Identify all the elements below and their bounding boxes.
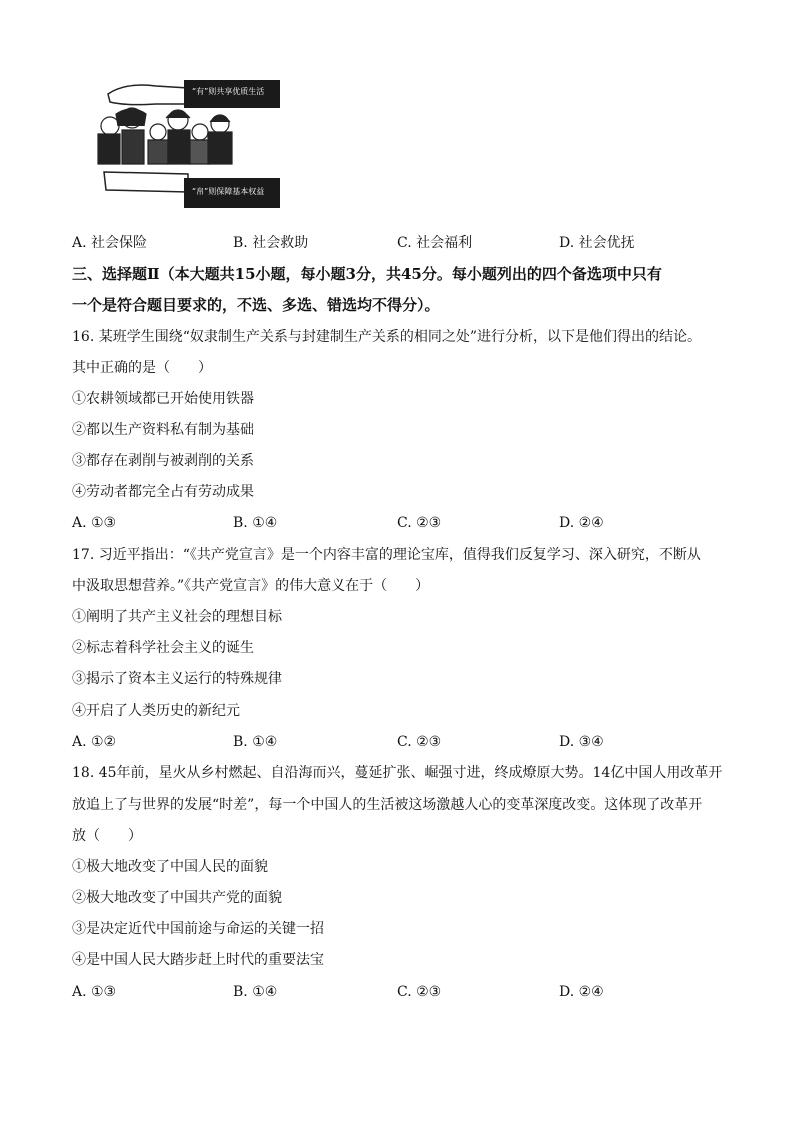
q16-statement-2: ②都以生产资料私有制为基础: [72, 422, 254, 438]
q17-statement-1: ①阐明了共产主义社会的理想目标: [72, 609, 282, 625]
q18-stem-line2: 放追上了与世界的发展“时差”，每一个中国人的生活被这场激越人心的变革深度改变。这体现了改革开: [72, 797, 703, 813]
q17-statement-2: ②标志着科学社会主义的诞生: [72, 640, 254, 656]
q18-statement-2: ②极大地改变了中国共产党的面貌: [72, 890, 282, 906]
q18-option-b[interactable]: B. ①④: [233, 984, 278, 1000]
q17-option-b[interactable]: B. ①④: [233, 734, 278, 750]
q16-options: [72, 514, 712, 532]
q15-option-b[interactable]: B. 社会救助: [233, 235, 309, 251]
q16-statement-4: ④劳动者都完全占有劳动成果: [72, 484, 254, 500]
q18-stem-line1: 18. 45年前，星火从乡村燃起、自沿海而兴，蔓延扩张、崛强寸进，终成燎原大势。14亿中国人用改革开: [72, 765, 723, 781]
q15-option-d[interactable]: D. 社会优抚: [559, 235, 635, 251]
q18-options: [72, 983, 712, 1001]
q17-options: [72, 733, 712, 751]
banner-top-text: “有”则共享优质生活: [192, 87, 265, 96]
q17-statement-4: ④开启了人类历史的新纪元: [72, 703, 240, 719]
q18-option-c[interactable]: C. ②③: [397, 984, 442, 1000]
q15-options: [72, 234, 712, 252]
q17-option-c[interactable]: C. ②③: [397, 734, 442, 750]
q17-stem-line2: 中汲取思想营养。”《共产党宣言》的伟大意义在于（ ）: [72, 578, 430, 594]
q16-option-b[interactable]: B. ①④: [233, 515, 278, 531]
q16-statement-3: ③都存在剥削与被剥削的关系: [72, 453, 254, 469]
q15-option-c[interactable]: C. 社会福利: [397, 235, 473, 251]
q17-stem-line1: 17. 习近平指出：“《共产党宣言》是一个内容丰富的理论宝库，值得我们反复学习、深入研究，不断从: [72, 547, 701, 563]
q18-stem-line3: 放（ ）: [72, 828, 142, 844]
q17-option-a[interactable]: A. ①②: [72, 734, 117, 750]
q16-statement-1: ①农耕领域都已开始使用铁器: [72, 391, 254, 407]
q18-option-a[interactable]: A. ①③: [72, 984, 117, 1000]
q17-option-d[interactable]: D. ③④: [559, 734, 604, 750]
q16-stem-line1: 16. 某班学生围绕“奴隶制生产关系与封建制生产关系的相同之处”进行分析，以下是他们得出的结论。: [72, 329, 702, 345]
q17-statement-3: ③揭示了资本主义运行的特殊规律: [72, 671, 282, 687]
q16-option-d[interactable]: D. ②④: [559, 515, 604, 531]
q18-statement-1: ①极大地改变了中国人民的面貌: [72, 859, 268, 875]
section-heading-line1: 三、选择题Ⅱ（本大题共15小题，每小题3分，共45分。每小题列出的四个备选项中只有: [72, 265, 662, 283]
banner-bottom-text: “帛”则保障基本权益: [192, 187, 265, 196]
q18-statement-4: ④是中国人民大踏步赶上时代的重要法宝: [72, 952, 324, 968]
q18-option-d[interactable]: D. ②④: [559, 984, 604, 1000]
section-heading-line2: 一个是符合题目要求的，不选、多选、错选均不得分）。: [72, 296, 440, 314]
cartoon-illustration: [96, 74, 282, 216]
q16-stem-line2: 其中正确的是（ ）: [72, 360, 212, 376]
q16-option-a[interactable]: A. ①③: [72, 515, 117, 531]
q18-statement-3: ③是决定近代中国前途与命运的关键一招: [72, 921, 324, 937]
q15-option-a[interactable]: A. 社会保险: [72, 235, 148, 251]
q16-option-c[interactable]: C. ②③: [397, 515, 442, 531]
